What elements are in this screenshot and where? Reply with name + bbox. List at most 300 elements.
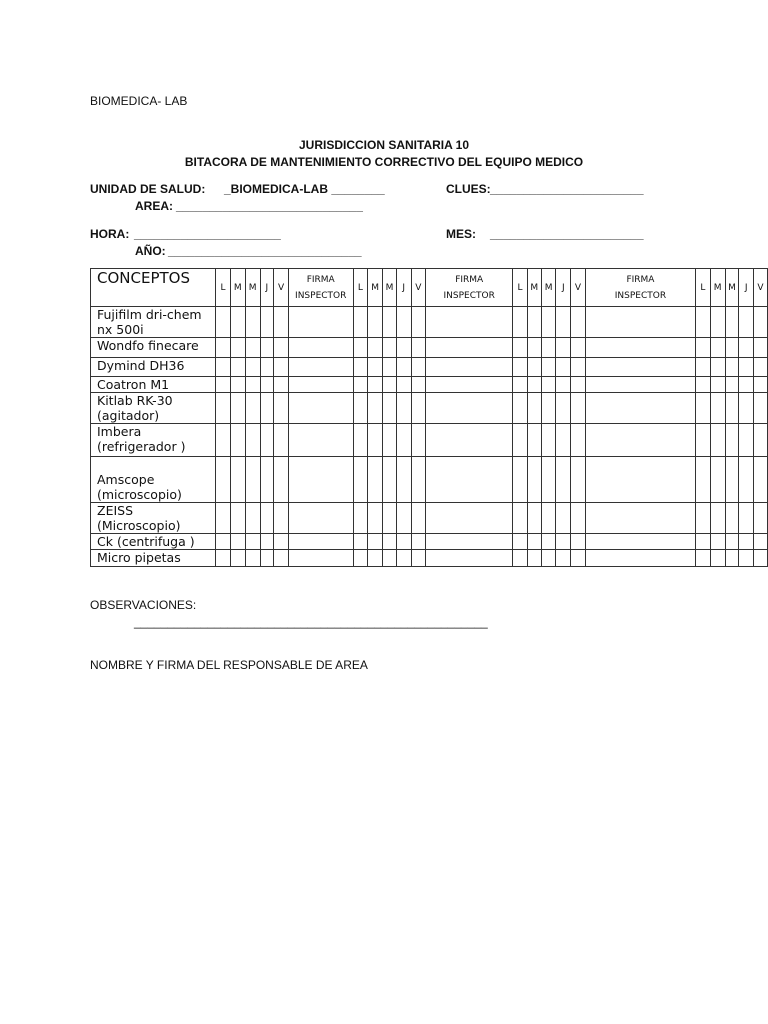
log-cell[interactable] [216, 358, 231, 377]
inspector-label: INSPECTOR [295, 290, 347, 301]
day-header-v: V [411, 269, 426, 307]
log-cell[interactable] [527, 534, 541, 550]
log-cell[interactable] [527, 377, 541, 393]
log-cell[interactable] [353, 534, 368, 550]
log-cell[interactable] [513, 307, 528, 338]
log-cell[interactable] [585, 457, 695, 503]
concept-name: Wondfo finecare [91, 338, 216, 358]
log-cell[interactable] [710, 457, 725, 503]
log-cell[interactable] [513, 393, 528, 424]
log-cell[interactable] [527, 424, 541, 457]
inspector-label: INSPECTOR [443, 290, 495, 301]
log-cell[interactable] [230, 393, 245, 424]
firma-inspector-header [426, 269, 513, 307]
log-cell[interactable] [396, 393, 411, 424]
clues-label: CLUES: [446, 182, 491, 196]
log-cell[interactable] [585, 377, 695, 393]
log-cell[interactable] [696, 424, 711, 457]
log-cell[interactable] [274, 534, 289, 550]
log-cell[interactable] [710, 503, 725, 534]
log-cell[interactable] [411, 503, 426, 534]
log-cell[interactable] [527, 338, 541, 358]
log-cell[interactable] [230, 534, 245, 550]
log-cell[interactable] [383, 457, 397, 503]
log-cell[interactable] [411, 377, 426, 393]
firma-label: FIRMA [626, 274, 655, 285]
log-cell[interactable] [527, 503, 541, 534]
concept-name: ZEISS (Microscopio) [91, 503, 216, 534]
hora-field[interactable]: ______________________ [134, 227, 281, 241]
log-cell[interactable] [245, 307, 260, 338]
log-cell[interactable] [513, 377, 528, 393]
table-row [91, 550, 768, 567]
log-cell[interactable] [368, 424, 383, 457]
log-cell[interactable] [230, 307, 245, 338]
log-cell[interactable] [754, 424, 768, 457]
log-cell[interactable] [513, 338, 528, 358]
log-cell[interactable] [754, 358, 768, 377]
log-cell[interactable] [696, 393, 711, 424]
log-cell[interactable] [754, 338, 768, 358]
log-cell[interactable] [274, 338, 289, 358]
log-cell[interactable] [426, 550, 513, 567]
log-cell[interactable] [216, 534, 231, 550]
firma-label: FIRMA [455, 274, 484, 285]
day-header-m: M [368, 269, 383, 307]
table-row [91, 358, 768, 377]
log-cell[interactable] [754, 393, 768, 424]
log-cell[interactable] [710, 424, 725, 457]
log-cell[interactable] [245, 393, 260, 424]
log-cell[interactable] [288, 338, 353, 358]
clues-field[interactable]: _______________________ [490, 182, 644, 196]
log-cell[interactable] [754, 457, 768, 503]
log-cell[interactable] [513, 424, 528, 457]
day-header-l: L [696, 269, 711, 307]
log-cell[interactable] [368, 377, 383, 393]
log-cell[interactable] [245, 534, 260, 550]
log-cell[interactable] [541, 338, 556, 358]
day-header-m: M [230, 269, 245, 307]
day-header-m: M [710, 269, 725, 307]
area-label: AREA: [135, 199, 173, 213]
log-cell[interactable] [739, 338, 754, 358]
table-row [91, 457, 768, 503]
log-cell[interactable] [725, 393, 739, 424]
log-cell[interactable] [245, 377, 260, 393]
log-cell[interactable] [541, 503, 556, 534]
log-cell[interactable] [288, 307, 353, 338]
log-cell[interactable] [288, 393, 353, 424]
log-cell[interactable] [739, 377, 754, 393]
log-cell[interactable] [288, 424, 353, 457]
log-cell[interactable] [739, 534, 754, 550]
log-cell[interactable] [368, 534, 383, 550]
log-cell[interactable] [396, 457, 411, 503]
log-cell[interactable] [368, 307, 383, 338]
log-cell[interactable] [754, 377, 768, 393]
log-cell[interactable] [754, 307, 768, 338]
log-cell[interactable] [710, 393, 725, 424]
log-cell[interactable] [585, 307, 695, 338]
log-cell[interactable] [260, 393, 274, 424]
log-cell[interactable] [541, 424, 556, 457]
day-header-l: L [513, 269, 528, 307]
unidad-field[interactable]: _BIOMEDICA-LAB ________ [224, 182, 385, 196]
day-header-m: M [725, 269, 739, 307]
log-cell[interactable] [245, 424, 260, 457]
log-cell[interactable] [411, 393, 426, 424]
log-cell[interactable] [585, 503, 695, 534]
log-cell[interactable] [260, 377, 274, 393]
inspector-label: INSPECTOR [614, 290, 667, 301]
log-cell[interactable] [245, 503, 260, 534]
table-row [91, 503, 768, 534]
day-header-m: M [527, 269, 541, 307]
log-cell[interactable] [426, 424, 513, 457]
concept-name: Ck (centrifuga ) [91, 534, 216, 550]
log-cell[interactable] [585, 424, 695, 457]
day-header-j: J [260, 269, 274, 307]
log-cell[interactable] [725, 377, 739, 393]
log-cell[interactable] [368, 358, 383, 377]
log-cell[interactable] [710, 377, 725, 393]
log-cell[interactable] [274, 503, 289, 534]
log-cell[interactable] [411, 550, 426, 567]
log-cell[interactable] [556, 393, 571, 424]
log-cell[interactable] [585, 550, 695, 567]
log-cell[interactable] [696, 503, 711, 534]
log-cell[interactable] [353, 338, 368, 358]
log-cell[interactable] [696, 457, 711, 503]
log-cell[interactable] [556, 457, 571, 503]
firma-inspector-header [288, 269, 353, 307]
log-cell[interactable] [245, 457, 260, 503]
table-row [91, 377, 768, 393]
log-cell[interactable] [541, 393, 556, 424]
log-cell[interactable] [527, 550, 541, 567]
log-cell[interactable] [739, 550, 754, 567]
log-cell[interactable] [216, 393, 231, 424]
log-cell[interactable] [245, 358, 260, 377]
log-cell[interactable] [216, 338, 231, 358]
log-cell[interactable] [353, 503, 368, 534]
log-cell[interactable] [513, 358, 528, 377]
log-cell[interactable] [383, 424, 397, 457]
concept-name: Kitlab RK-30 (agitador) [91, 393, 216, 424]
anio-field[interactable]: _____________________________ [168, 244, 362, 258]
anio-label: AÑO: [135, 244, 166, 258]
log-cell[interactable] [541, 307, 556, 338]
log-cell[interactable] [368, 503, 383, 534]
log-cell[interactable] [725, 550, 739, 567]
log-cell[interactable] [556, 338, 571, 358]
log-cell[interactable] [260, 550, 274, 567]
log-cell[interactable] [368, 393, 383, 424]
log-cell[interactable] [245, 550, 260, 567]
log-cell[interactable] [353, 393, 368, 424]
table-row [91, 338, 768, 358]
log-cell[interactable] [571, 550, 586, 567]
log-cell[interactable] [288, 377, 353, 393]
document-subtitle: BITACORA DE MANTENIMIENTO CORRECTIVO DEL EQUIPO MEDICO [184, 155, 584, 169]
log-cell[interactable] [411, 424, 426, 457]
log-cell[interactable] [710, 550, 725, 567]
log-cell[interactable] [754, 503, 768, 534]
day-header-m: M [245, 269, 260, 307]
log-cell[interactable] [288, 550, 353, 567]
responsable-label: NOMBRE Y FIRMA DEL RESPONSABLE DE AREA [90, 658, 368, 672]
log-cell[interactable] [556, 534, 571, 550]
log-cell[interactable] [230, 457, 245, 503]
log-cell[interactable] [725, 358, 739, 377]
conceptos-header: CONCEPTOS [91, 269, 216, 307]
log-cell[interactable] [260, 534, 274, 550]
log-cell[interactable] [230, 377, 245, 393]
unidad-label: UNIDAD DE SALUD: [90, 182, 206, 196]
day-header-m: M [383, 269, 397, 307]
log-cell[interactable] [426, 457, 513, 503]
log-cell[interactable] [288, 358, 353, 377]
table-header-row [91, 269, 768, 307]
log-cell[interactable] [353, 550, 368, 567]
mes-label: MES: [446, 227, 476, 241]
log-cell[interactable] [696, 534, 711, 550]
log-cell[interactable] [383, 393, 397, 424]
log-cell[interactable] [245, 338, 260, 358]
table-row [91, 307, 768, 338]
log-cell[interactable] [230, 338, 245, 358]
log-cell[interactable] [260, 503, 274, 534]
log-cell[interactable] [739, 503, 754, 534]
lab-label: BIOMEDICA- LAB [90, 94, 188, 108]
log-cell[interactable] [411, 307, 426, 338]
table-row [91, 424, 768, 457]
log-cell[interactable] [527, 358, 541, 377]
log-cell[interactable] [556, 358, 571, 377]
log-cell[interactable] [571, 424, 586, 457]
firma-label: FIRMA [306, 274, 335, 285]
observaciones-field[interactable]: _____________________________________________________ [134, 615, 488, 629]
observaciones-label: OBSERVACIONES: [90, 598, 197, 612]
log-cell[interactable] [513, 550, 528, 567]
day-header-j: J [739, 269, 754, 307]
log-cell[interactable] [556, 503, 571, 534]
log-cell[interactable] [260, 358, 274, 377]
log-cell[interactable] [353, 424, 368, 457]
log-cell[interactable] [571, 307, 586, 338]
log-cell[interactable] [725, 503, 739, 534]
log-cell[interactable] [230, 358, 245, 377]
concept-name: Imbera (refrigerador ) [91, 424, 216, 457]
log-cell[interactable] [571, 534, 586, 550]
log-cell[interactable] [411, 358, 426, 377]
log-cell[interactable] [396, 338, 411, 358]
log-cell[interactable] [288, 457, 353, 503]
log-cell[interactable] [541, 377, 556, 393]
log-cell[interactable] [571, 377, 586, 393]
log-cell[interactable] [527, 393, 541, 424]
maintenance-table [90, 268, 768, 567]
log-cell[interactable] [260, 424, 274, 457]
log-cell[interactable] [556, 424, 571, 457]
log-cell[interactable] [353, 377, 368, 393]
log-cell[interactable] [411, 534, 426, 550]
log-cell[interactable] [230, 424, 245, 457]
log-cell[interactable] [216, 424, 231, 457]
log-cell[interactable] [288, 503, 353, 534]
log-cell[interactable] [288, 534, 353, 550]
concept-name: Fujifilm dri-chem nx 500i [91, 307, 216, 338]
area-field[interactable]: ____________________________ [176, 199, 363, 213]
log-cell[interactable] [396, 534, 411, 550]
document-title: JURISDICCION SANITARIA 10 [298, 138, 470, 152]
log-cell[interactable] [396, 358, 411, 377]
concept-name: Dymind DH36 [91, 358, 216, 377]
log-cell[interactable] [353, 457, 368, 503]
log-cell[interactable] [696, 338, 711, 358]
log-cell[interactable] [383, 377, 397, 393]
log-cell[interactable] [513, 534, 528, 550]
log-cell[interactable] [216, 550, 231, 567]
log-cell[interactable] [274, 550, 289, 567]
log-cell[interactable] [585, 393, 695, 424]
hora-label: HORA: [90, 227, 130, 241]
log-cell[interactable] [585, 534, 695, 550]
log-cell[interactable] [411, 457, 426, 503]
day-header-v: V [754, 269, 768, 307]
log-cell[interactable] [216, 503, 231, 534]
log-cell[interactable] [368, 550, 383, 567]
log-cell[interactable] [571, 338, 586, 358]
log-cell[interactable] [274, 424, 289, 457]
log-cell[interactable] [725, 307, 739, 338]
log-cell[interactable] [383, 534, 397, 550]
log-cell[interactable] [216, 457, 231, 503]
table-row [91, 534, 768, 550]
log-cell[interactable] [260, 457, 274, 503]
log-cell[interactable] [396, 503, 411, 534]
log-cell[interactable] [383, 338, 397, 358]
mes-field[interactable]: _______________________ [490, 227, 644, 241]
concept-name: Coatron M1 [91, 377, 216, 393]
log-cell[interactable] [754, 534, 768, 550]
log-cell[interactable] [426, 358, 513, 377]
day-header-j: J [396, 269, 411, 307]
log-cell[interactable] [739, 307, 754, 338]
log-cell[interactable] [571, 457, 586, 503]
log-cell[interactable] [426, 534, 513, 550]
log-cell[interactable] [353, 307, 368, 338]
log-cell[interactable] [739, 393, 754, 424]
log-cell[interactable] [585, 358, 695, 377]
log-cell[interactable] [571, 393, 586, 424]
log-cell[interactable] [710, 358, 725, 377]
log-cell[interactable] [383, 550, 397, 567]
log-cell[interactable] [230, 503, 245, 534]
log-cell[interactable] [556, 550, 571, 567]
log-cell[interactable] [426, 503, 513, 534]
log-cell[interactable] [383, 358, 397, 377]
log-cell[interactable] [541, 457, 556, 503]
day-header-v: V [274, 269, 289, 307]
log-cell[interactable] [396, 550, 411, 567]
log-cell[interactable] [710, 338, 725, 358]
day-header-l: L [216, 269, 231, 307]
log-cell[interactable] [754, 550, 768, 567]
log-cell[interactable] [396, 424, 411, 457]
log-cell[interactable] [725, 338, 739, 358]
log-cell[interactable] [571, 358, 586, 377]
log-cell[interactable] [541, 358, 556, 377]
log-cell[interactable] [541, 534, 556, 550]
log-cell[interactable] [739, 358, 754, 377]
log-cell[interactable] [556, 307, 571, 338]
log-cell[interactable] [725, 457, 739, 503]
day-header-v: V [571, 269, 586, 307]
log-cell[interactable] [230, 550, 245, 567]
log-cell[interactable] [527, 457, 541, 503]
log-cell[interactable] [585, 338, 695, 358]
log-cell[interactable] [513, 457, 528, 503]
log-cell[interactable] [739, 424, 754, 457]
day-header-m: M [541, 269, 556, 307]
log-cell[interactable] [274, 393, 289, 424]
log-cell[interactable] [274, 307, 289, 338]
log-cell[interactable] [710, 534, 725, 550]
log-cell[interactable] [411, 338, 426, 358]
log-cell[interactable] [739, 457, 754, 503]
log-cell[interactable] [710, 307, 725, 338]
log-cell[interactable] [260, 338, 274, 358]
log-cell[interactable] [696, 358, 711, 377]
log-cell[interactable] [353, 358, 368, 377]
log-cell[interactable] [541, 550, 556, 567]
log-cell[interactable] [513, 503, 528, 534]
log-cell[interactable] [426, 393, 513, 424]
log-cell[interactable] [396, 307, 411, 338]
log-cell[interactable] [571, 503, 586, 534]
concept-name: Amscope (microscopio) [91, 457, 216, 503]
log-cell[interactable] [274, 457, 289, 503]
log-cell[interactable] [527, 307, 541, 338]
log-cell[interactable] [426, 307, 513, 338]
log-cell[interactable] [396, 377, 411, 393]
log-cell[interactable] [696, 377, 711, 393]
log-cell[interactable] [260, 307, 274, 338]
log-cell[interactable] [556, 377, 571, 393]
firma-inspector-header [585, 269, 695, 307]
log-cell[interactable] [383, 307, 397, 338]
log-cell[interactable] [216, 377, 231, 393]
day-header-j: J [556, 269, 571, 307]
log-cell[interactable] [368, 457, 383, 503]
log-cell[interactable] [368, 338, 383, 358]
log-cell[interactable] [383, 503, 397, 534]
concept-name: Micro pipetas [91, 550, 216, 567]
day-header-l: L [353, 269, 368, 307]
log-cell[interactable] [274, 358, 289, 377]
log-cell[interactable] [274, 377, 289, 393]
log-cell[interactable] [725, 534, 739, 550]
log-cell[interactable] [216, 307, 231, 338]
table-row [91, 393, 768, 424]
log-cell[interactable] [426, 338, 513, 358]
log-cell[interactable] [426, 377, 513, 393]
log-cell[interactable] [696, 307, 711, 338]
log-cell[interactable] [725, 424, 739, 457]
log-cell[interactable] [696, 550, 711, 567]
